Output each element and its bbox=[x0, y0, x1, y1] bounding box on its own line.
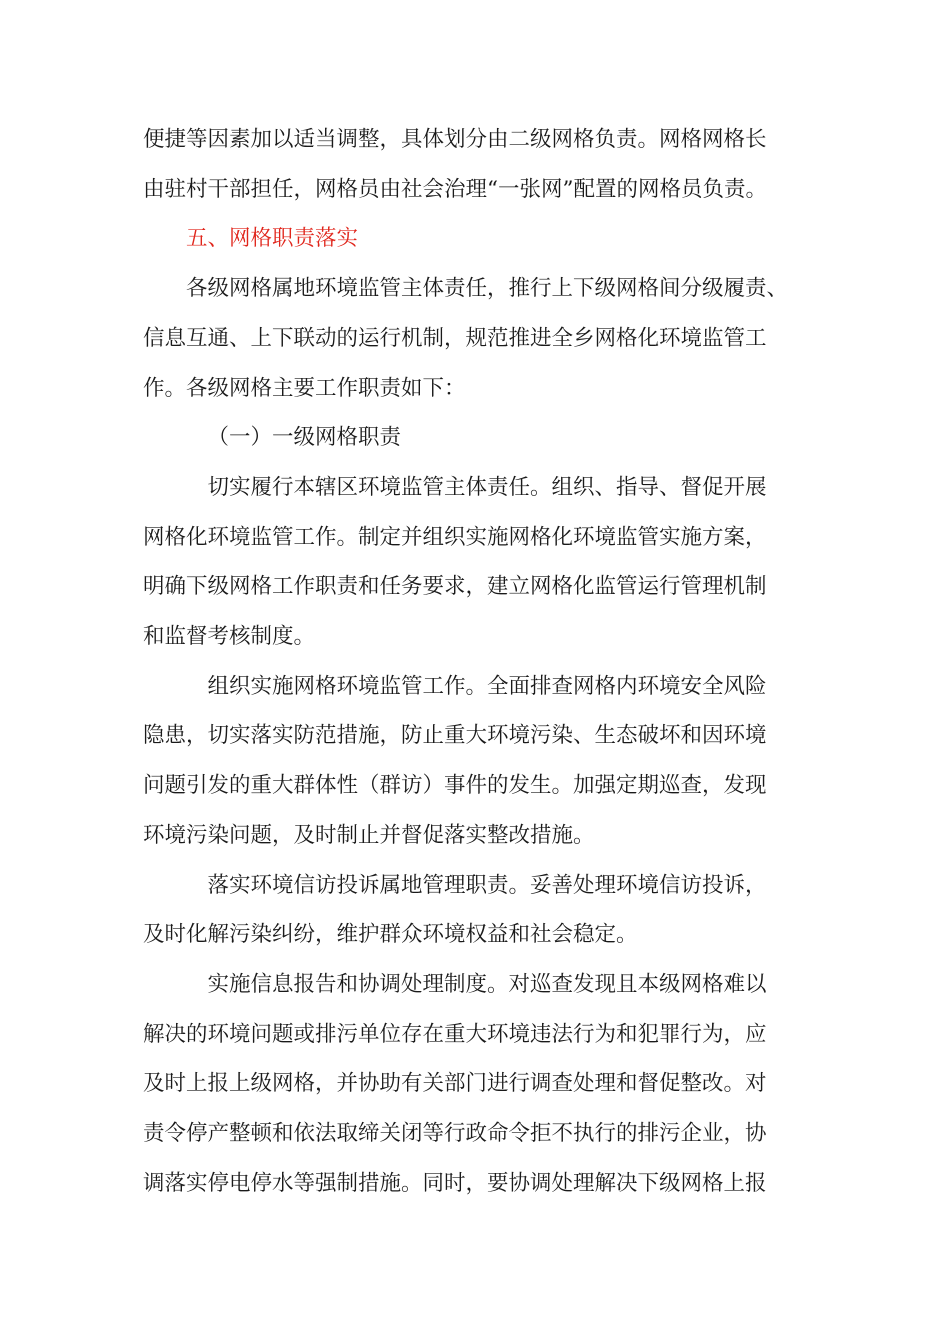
section-heading bbox=[143, 214, 813, 264]
text-line: 及时化解污染纠纷，维护群众环境权益和社会稳定。 bbox=[143, 922, 638, 948]
text-line: 落实环境信访投诉属地管理职责。妥善处理环境信访投诉， bbox=[207, 872, 767, 898]
paragraph-duty-1 bbox=[143, 463, 813, 662]
text-line: 作。各级网格主要工作职责如下： bbox=[143, 375, 466, 401]
text-line: 便捷等因素加以适当调整，具体划分由二级网格负责。网格网格长 bbox=[143, 127, 767, 152]
text-line: 调落实停电停水等强制措施。同时，要协调处理解决下级网格上报 bbox=[143, 1170, 767, 1196]
text-line: 隐患，切实落实防范措施，防止重大环境污染、生态破坏和因环境 bbox=[143, 723, 767, 749]
text-line: 责令停产整顿和依法取缔关闭等行政命令拒不执行的排污企业，协 bbox=[143, 1121, 767, 1147]
text-line: 及时上报上级网格，并协助有关部门进行调查处理和督促整改。对 bbox=[143, 1071, 767, 1097]
text-line: 由驻村干部担任，网格员由社会治理“一张网”配置的网格员负责。 bbox=[143, 176, 767, 202]
section-heading-text: 五、网格职责落实 bbox=[186, 226, 359, 252]
text-line: 网格化环境监管工作。制定并组织实施网格化环境监管实施方案， bbox=[143, 524, 767, 550]
sub-heading bbox=[143, 413, 813, 463]
sub-heading-text: （一）一级网格职责 bbox=[207, 425, 402, 451]
paragraph-duty-4 bbox=[143, 960, 813, 1209]
text-line: 和监督考核制度。 bbox=[143, 624, 316, 650]
document-body bbox=[143, 115, 813, 1208]
text-line: 组织实施网格环境监管工作。全面排查网格内环境安全风险 bbox=[207, 673, 767, 699]
paragraph-duty-3 bbox=[143, 861, 813, 960]
text-line: 实施信息报告和协调处理制度。对巡查发现且本级网格难以 bbox=[207, 971, 767, 997]
text-line: 切实履行本辖区环境监管主体责任。组织、指导、督促开展 bbox=[207, 474, 767, 500]
paragraph-continuation bbox=[143, 115, 813, 214]
paragraph-duty-2 bbox=[143, 662, 813, 861]
paragraph-intro bbox=[143, 264, 813, 413]
text-line: 环境污染问题，及时制止并督促落实整改措施。 bbox=[143, 822, 595, 848]
text-line: 各级网格属地环境监管主体责任，推行上下级网格间分级履责、 bbox=[186, 276, 789, 302]
text-line: 信息互通、上下联动的运行机制，规范推进全乡网格化环境监管工 bbox=[143, 325, 767, 351]
text-line: 问题引发的重大群体性（群访）事件的发生。加强定期巡查，发现 bbox=[143, 773, 767, 799]
text-line: 明确下级网格工作职责和任务要求，建立网格化监管运行管理机制 bbox=[143, 574, 767, 600]
text-line: 解决的环境问题或排污单位存在重大环境违法行为和犯罪行为，应 bbox=[143, 1021, 767, 1047]
